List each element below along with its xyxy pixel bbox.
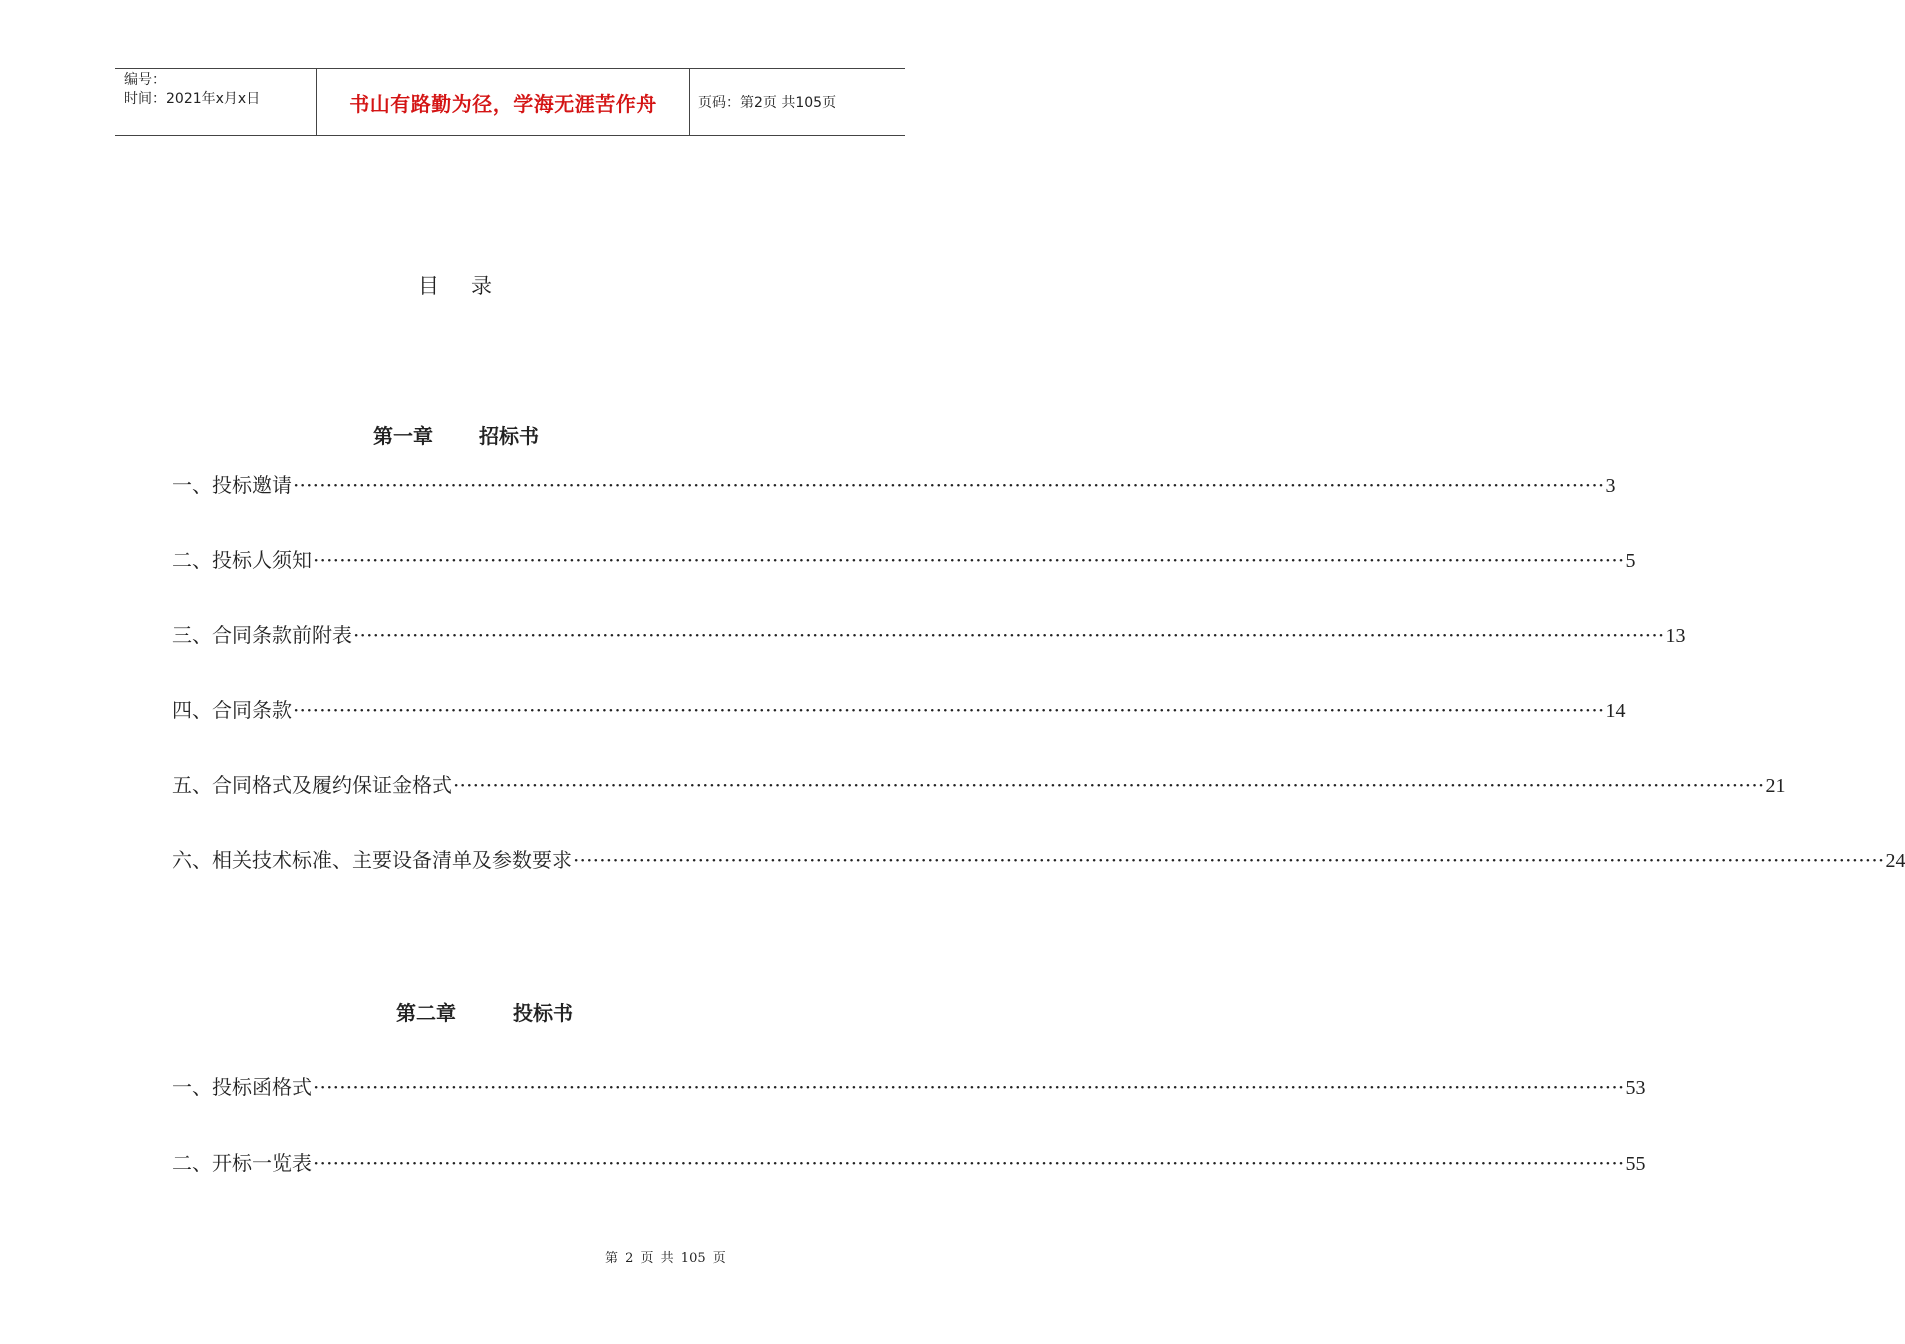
toc-leader-dots: ········································································································································································································	[293, 698, 1605, 722]
toc-entry[interactable]	[172, 769, 1786, 797]
toc-entry[interactable]	[172, 544, 1636, 572]
toc-entry-label: 二、开标一览表	[172, 1151, 312, 1175]
header-date-label: 时间：2021年x月x日	[124, 91, 261, 107]
toc-title-part1: 目	[418, 274, 439, 298]
toc-title	[0, 270, 910, 300]
toc-leader-dots: ········································································································································································································	[313, 1151, 1625, 1175]
toc-entry[interactable]	[172, 469, 1616, 497]
toc-entry-label: 二、投标人须知	[172, 548, 312, 572]
header-motto: 书山有路勤为径，学海无涯苦作舟	[316, 69, 690, 135]
header-number-label: 编号：	[124, 72, 166, 88]
toc-entry-page: 53	[1625, 1077, 1646, 1099]
toc-leader-dots: ········································································································································································································	[293, 473, 1605, 497]
chapter-number: 第一章	[373, 424, 433, 448]
toc-leader-dots: ········································································································································································································	[353, 623, 1665, 647]
toc-entry-page: 14	[1605, 700, 1626, 722]
toc-entry[interactable]	[172, 844, 1905, 872]
toc-leader-dots: ········································································································································································································	[453, 773, 1765, 797]
toc-entry[interactable]	[172, 694, 1626, 722]
toc-entry-page: 21	[1765, 775, 1786, 797]
toc-entry-label: 五、合同格式及履约保证金格式	[172, 773, 452, 797]
header-meta	[115, 69, 316, 135]
chapter-number: 第二章	[396, 1001, 456, 1025]
toc-entry-label: 一、投标函格式	[172, 1075, 312, 1099]
chapter-heading-2	[396, 997, 573, 1026]
toc-entry[interactable]	[172, 1071, 1646, 1099]
chapter-name: 投标书	[513, 1001, 573, 1025]
toc-leader-dots: ········································································································································································································	[313, 548, 1625, 572]
toc-entry-page: 55	[1625, 1153, 1646, 1175]
toc-entry-page: 13	[1665, 625, 1686, 647]
toc-entry-label: 三、合同条款前附表	[172, 623, 352, 647]
chapter-heading-1	[373, 420, 539, 449]
toc-entry-label: 一、投标邀请	[172, 473, 292, 497]
toc-entry-page: 24	[1885, 850, 1905, 872]
toc-entry-label: 六、相关技术标准、主要设备清单及参数要求	[172, 848, 572, 872]
toc-entry-page: 3	[1605, 475, 1616, 497]
toc-entry-label: 四、合同条款	[172, 698, 292, 722]
toc-leader-dots: ········································································································································································································	[313, 1075, 1625, 1099]
toc-entry-page: 5	[1625, 550, 1636, 572]
toc-title-part2: 录	[471, 274, 492, 298]
toc-entry[interactable]	[172, 619, 1686, 647]
document-header	[115, 68, 905, 136]
header-page-info: 页码：第2页 共105页	[698, 95, 837, 111]
toc-leader-dots: ········································································································································································································	[573, 848, 1885, 872]
toc-entry[interactable]	[172, 1147, 1646, 1175]
page-footer: 第 2 页 共 105 页	[605, 1251, 726, 1266]
chapter-name: 招标书	[479, 424, 539, 448]
